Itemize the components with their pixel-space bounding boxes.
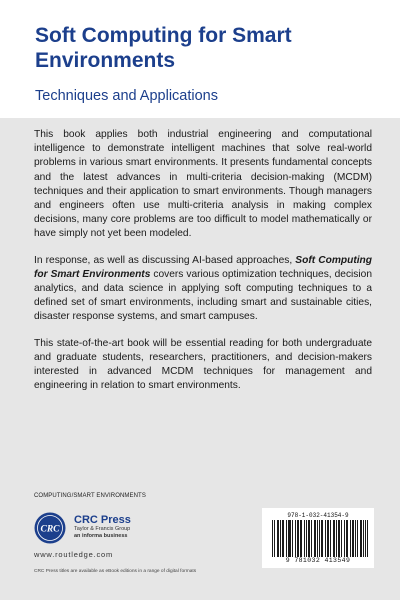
barcode-bar bbox=[334, 520, 335, 557]
barcode-bar bbox=[367, 520, 368, 557]
isbn-barcode bbox=[262, 508, 374, 568]
barcode-bar bbox=[361, 520, 362, 557]
barcode-bar bbox=[333, 520, 334, 557]
crc-press-logo bbox=[34, 512, 66, 544]
barcode-bar bbox=[282, 520, 283, 557]
barcode-bar bbox=[308, 520, 309, 557]
barcode-bar bbox=[298, 520, 299, 557]
publisher-group: Taylor & Francis Group bbox=[74, 526, 131, 532]
barcode-bar bbox=[317, 520, 318, 557]
paragraph-2-lead: In response, as well as discussing AI-based approaches, bbox=[34, 254, 296, 266]
barcode-bar bbox=[346, 520, 347, 557]
barcode-bar bbox=[309, 520, 310, 557]
barcode-bar bbox=[283, 520, 284, 557]
description-paragraph-1: This book applies both industrial engineering and computational intelligence to demonstrate intelligent machines that solve real-world problems in various smart environments. It presents fundamental concepts and the latest advances in multi-criteria decision-making (MCDM) techniques and their application to smart environments. Though managers and engineers often use multi-criteria analysis in making complex decisions, many core problems are too difficult to model mathematically or have simply not yet been modeled. bbox=[34, 129, 372, 240]
barcode-bar bbox=[341, 520, 342, 557]
barcode-bar bbox=[280, 520, 281, 557]
barcode-bar bbox=[290, 520, 291, 557]
barcode-bar bbox=[336, 520, 337, 557]
paragraph-2-book-title: Soft Computing for Smart Environments bbox=[34, 254, 372, 280]
barcode-bar bbox=[292, 520, 293, 557]
barcode-bar bbox=[315, 520, 316, 557]
ebook-note: CRC Press titles are available as eBook editions in a range of digital formats bbox=[34, 569, 197, 574]
publisher-business: an informa business bbox=[74, 533, 128, 539]
barcode-bar bbox=[272, 520, 273, 557]
barcode-bar bbox=[347, 520, 348, 557]
barcode-bar bbox=[327, 520, 328, 557]
barcode-bar bbox=[277, 520, 278, 557]
barcode-bar bbox=[339, 520, 340, 557]
barcode-bar bbox=[288, 520, 289, 557]
barcode-bar bbox=[274, 520, 275, 557]
barcode-bar bbox=[322, 520, 323, 557]
barcode-bar bbox=[325, 520, 326, 557]
barcode-bar bbox=[352, 520, 353, 557]
barcode-bar bbox=[344, 520, 345, 557]
barcode-bar bbox=[355, 520, 356, 557]
barcode-bar bbox=[360, 520, 361, 557]
barcode-bar bbox=[353, 520, 354, 557]
barcode-bar bbox=[304, 520, 305, 557]
isbn-number: 978-1-032-41354-9 bbox=[287, 512, 349, 519]
barcode-bar bbox=[289, 520, 290, 557]
barcode-bar bbox=[319, 520, 320, 557]
description-paragraph-3: This state-of-the-art book will be essential reading for both undergraduate and graduate students, researchers, practitioners, and decision-makers interested in advanced MCDM techniques for management and engineering in relation to smart environments. bbox=[34, 337, 372, 392]
ean-digits: 9 781032 413549 bbox=[285, 557, 351, 564]
barcode-bar bbox=[301, 520, 302, 557]
book-subtitle: Techniques and Applications bbox=[35, 88, 218, 104]
barcode-bar bbox=[350, 520, 351, 557]
barcode-bar bbox=[357, 520, 358, 557]
barcode-bar bbox=[300, 520, 301, 557]
logo-text: CRC bbox=[40, 524, 60, 535]
barcode-bar bbox=[330, 520, 331, 557]
barcode-bar bbox=[365, 520, 366, 557]
subject-category: COMPUTING/SMART ENVIRONMENTS bbox=[34, 493, 146, 499]
barcode-bar bbox=[295, 520, 296, 557]
barcode-bar bbox=[314, 520, 315, 557]
publisher-name: CRC Press bbox=[74, 514, 131, 526]
barcode-bar bbox=[363, 520, 364, 557]
barcode-bar bbox=[311, 520, 312, 557]
barcode-bars bbox=[272, 520, 368, 557]
publisher-info bbox=[74, 514, 131, 540]
description-paragraph-2 bbox=[34, 254, 372, 325]
title-area bbox=[0, 0, 400, 118]
book-title: Soft Computing for Smart Environments bbox=[35, 24, 292, 72]
barcode-bar bbox=[328, 520, 329, 557]
barcode-bar bbox=[321, 520, 322, 557]
description bbox=[34, 128, 372, 405]
publisher-website[interactable]: www.routledge.com bbox=[34, 550, 114, 559]
barcode-bar bbox=[278, 520, 279, 557]
barcode-bar bbox=[338, 520, 339, 557]
barcode-bar bbox=[286, 520, 287, 557]
barcode-bar bbox=[297, 520, 298, 557]
paragraph-2-rest: covers various optimization techniques, decision analytics, and data science in applying soft computing techniques to a defined set of smart environments, including smart and sustainable cities, disaster response systems, and smart campuses. bbox=[34, 268, 372, 323]
barcode-bar bbox=[306, 520, 307, 557]
